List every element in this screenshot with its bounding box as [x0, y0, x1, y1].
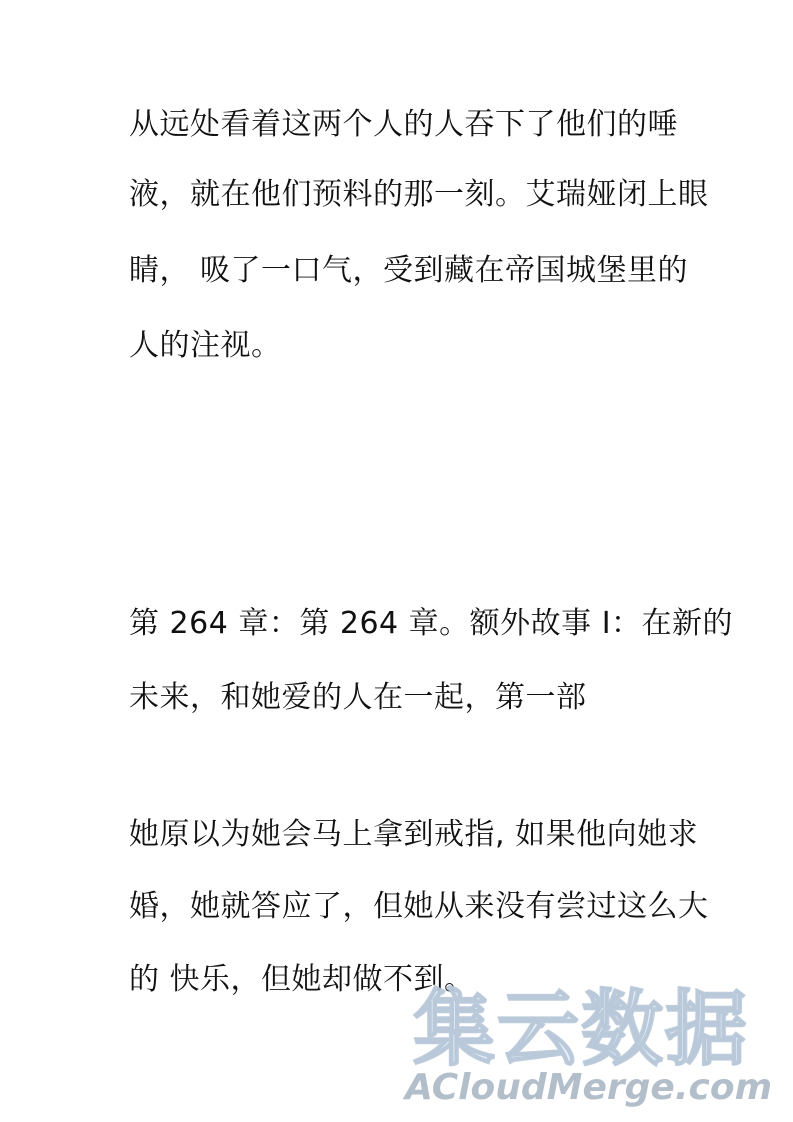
- text-line: 第 264 章：第 264 章。额外故事 I：在新的: [129, 606, 734, 641]
- text-line: 从远处看着这两个人的人吞下了他们的唾: [129, 107, 678, 142]
- text-line: 婚，她就答应了，但她从来没有尝过这么大: [129, 889, 709, 924]
- watermark-chinese: 集云数据: [413, 982, 750, 1077]
- text-line: 的 快乐，但她却做不到。: [129, 962, 475, 997]
- watermark-english: ACloudMerge.com: [405, 1067, 773, 1108]
- text-line: 睛， 吸了一口气，受到藏在帝国城堡里的: [129, 253, 689, 288]
- text-line: 未来，和她爱的人在一起，第一部: [129, 680, 587, 715]
- text-line: 液，就在他们预料的那一刻。艾瑞娅闭上眼: [129, 177, 709, 212]
- text-line: 她原以为她会马上拿到戒指, 如果他向她求: [129, 817, 699, 852]
- text-line: 人的注视。: [129, 328, 282, 363]
- watermark: [405, 982, 785, 1115]
